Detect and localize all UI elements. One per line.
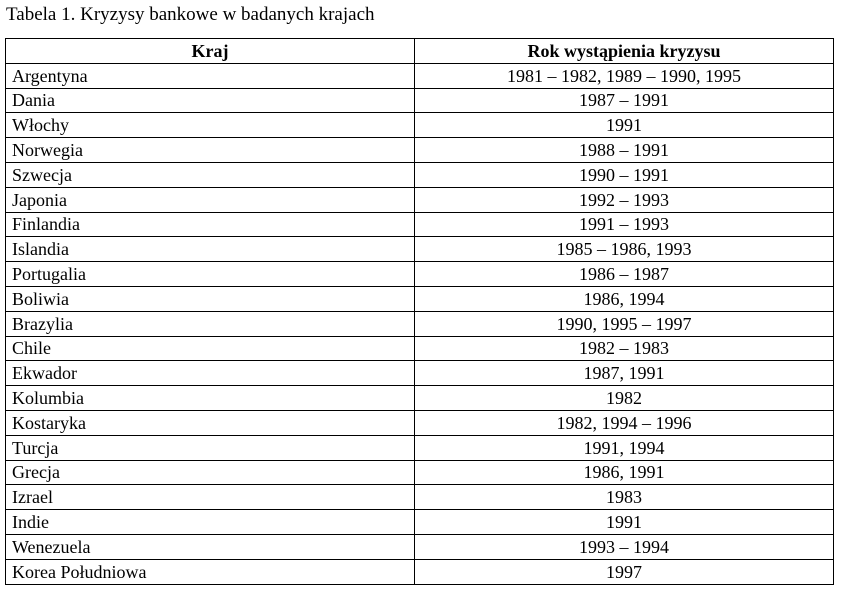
country-cell: Turcja (6, 435, 415, 460)
crisis-years-cell: 1986, 1994 (415, 286, 834, 311)
crisis-years-cell: 1982, 1994 – 1996 (415, 410, 834, 435)
table-row (6, 286, 834, 311)
country-cell: Wenezuela (6, 534, 415, 559)
table-header-row (6, 39, 834, 64)
header-country: Kraj (6, 39, 415, 64)
country-cell: Chile (6, 336, 415, 361)
crisis-years-cell: 1993 – 1994 (415, 534, 834, 559)
country-cell: Brazylia (6, 311, 415, 336)
crisis-years-cell: 1992 – 1993 (415, 187, 834, 212)
table-row (6, 311, 834, 336)
crisis-years-cell: 1987, 1991 (415, 361, 834, 386)
table-row (6, 63, 834, 88)
crisis-years-cell: 1997 (415, 559, 834, 584)
table-row (6, 361, 834, 386)
country-cell: Argentyna (6, 63, 415, 88)
table-row (6, 237, 834, 262)
country-cell: Włochy (6, 113, 415, 138)
header-crisis-years: Rok wystąpienia kryzysu (415, 39, 834, 64)
country-cell: Japonia (6, 187, 415, 212)
table-row (6, 162, 834, 187)
crisis-years-cell: 1982 – 1983 (415, 336, 834, 361)
crisis-years-cell: 1991, 1994 (415, 435, 834, 460)
crisis-years-cell: 1981 – 1982, 1989 – 1990, 1995 (415, 63, 834, 88)
country-cell: Indie (6, 510, 415, 535)
crisis-years-cell: 1988 – 1991 (415, 138, 834, 163)
country-cell: Izrael (6, 485, 415, 510)
banking-crises-table (5, 38, 834, 585)
country-cell: Dania (6, 88, 415, 113)
table-row (6, 336, 834, 361)
table-caption: Tabela 1. Kryzysy bankowe w badanych krajach (6, 4, 375, 25)
table-row (6, 435, 834, 460)
country-cell: Norwegia (6, 138, 415, 163)
crisis-years-cell: 1990, 1995 – 1997 (415, 311, 834, 336)
crisis-years-cell: 1986, 1991 (415, 460, 834, 485)
crisis-years-cell: 1986 – 1987 (415, 262, 834, 287)
crisis-years-cell: 1991 (415, 510, 834, 535)
table-row (6, 88, 834, 113)
table-row (6, 410, 834, 435)
country-cell: Grecja (6, 460, 415, 485)
country-cell: Ekwador (6, 361, 415, 386)
table-row (6, 460, 834, 485)
crisis-years-cell: 1987 – 1991 (415, 88, 834, 113)
crisis-years-cell: 1983 (415, 485, 834, 510)
table-row (6, 262, 834, 287)
table-row (6, 510, 834, 535)
table-row (6, 187, 834, 212)
crisis-years-cell: 1991 – 1993 (415, 212, 834, 237)
crisis-years-cell: 1990 – 1991 (415, 162, 834, 187)
table-row (6, 386, 834, 411)
crisis-years-cell: 1982 (415, 386, 834, 411)
country-cell: Kostaryka (6, 410, 415, 435)
table-row (6, 534, 834, 559)
table-row (6, 113, 834, 138)
country-cell: Szwecja (6, 162, 415, 187)
table-row (6, 485, 834, 510)
table-row (6, 212, 834, 237)
country-cell: Korea Południowa (6, 559, 415, 584)
country-cell: Boliwia (6, 286, 415, 311)
country-cell: Finlandia (6, 212, 415, 237)
crisis-years-cell: 1991 (415, 113, 834, 138)
country-cell: Kolumbia (6, 386, 415, 411)
crisis-years-cell: 1985 – 1986, 1993 (415, 237, 834, 262)
country-cell: Portugalia (6, 262, 415, 287)
country-cell: Islandia (6, 237, 415, 262)
table-row (6, 138, 834, 163)
table-row (6, 559, 834, 584)
